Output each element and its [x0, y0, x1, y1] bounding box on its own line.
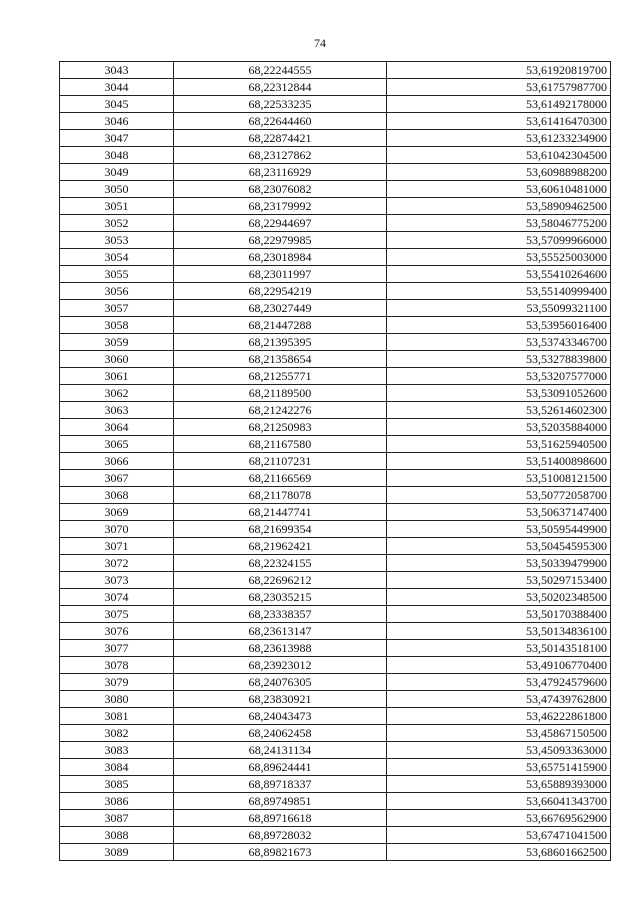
table-row: [60, 810, 611, 827]
x-coordinate-cell: 68,21166569: [174, 470, 387, 487]
x-coordinate-cell: 68,21358654: [174, 351, 387, 368]
x-coordinate-cell: 68,23035215: [174, 589, 387, 606]
table-row: [60, 300, 611, 317]
point-number-cell: 3045: [60, 96, 174, 113]
y-coordinate-cell: 53,58046775200: [387, 215, 611, 232]
x-coordinate-cell: 68,21189500: [174, 385, 387, 402]
x-coordinate-cell: 68,23027449: [174, 300, 387, 317]
x-coordinate-cell: 68,22644460: [174, 113, 387, 130]
y-coordinate-cell: 53,51008121500: [387, 470, 611, 487]
table-row: [60, 708, 611, 725]
x-coordinate-cell: 68,23923012: [174, 657, 387, 674]
x-coordinate-cell: 68,22244555: [174, 62, 387, 79]
y-coordinate-cell: 53,45867150500: [387, 725, 611, 742]
y-coordinate-cell: 53,53956016400: [387, 317, 611, 334]
point-number-cell: 3050: [60, 181, 174, 198]
table-row: [60, 402, 611, 419]
y-coordinate-cell: 53,55410264600: [387, 266, 611, 283]
x-coordinate-cell: 68,23338357: [174, 606, 387, 623]
table-row: [60, 453, 611, 470]
table-row: [60, 674, 611, 691]
point-number-cell: 3053: [60, 232, 174, 249]
y-coordinate-cell: 53,50170388400: [387, 606, 611, 623]
table-row: [60, 589, 611, 606]
y-coordinate-cell: 53,52035884000: [387, 419, 611, 436]
x-coordinate-cell: 68,89728032: [174, 827, 387, 844]
table-row: [60, 181, 611, 198]
table-row: [60, 436, 611, 453]
table-row: [60, 844, 611, 861]
point-number-cell: 3058: [60, 317, 174, 334]
y-coordinate-cell: 53,61920819700: [387, 62, 611, 79]
point-number-cell: 3060: [60, 351, 174, 368]
point-number-cell: 3062: [60, 385, 174, 402]
point-number-cell: 3074: [60, 589, 174, 606]
x-coordinate-cell: 68,89821673: [174, 844, 387, 861]
point-number-cell: 3072: [60, 555, 174, 572]
y-coordinate-cell: 53,61233234900: [387, 130, 611, 147]
y-coordinate-cell: 53,50297153400: [387, 572, 611, 589]
point-number-cell: 3064: [60, 419, 174, 436]
y-coordinate-cell: 53,66769562900: [387, 810, 611, 827]
point-number-cell: 3076: [60, 623, 174, 640]
x-coordinate-cell: 68,21242276: [174, 402, 387, 419]
y-coordinate-cell: 53,61757987700: [387, 79, 611, 96]
table-row: [60, 147, 611, 164]
x-coordinate-cell: 68,21447288: [174, 317, 387, 334]
y-coordinate-cell: 53,50143518100: [387, 640, 611, 657]
point-number-cell: 3077: [60, 640, 174, 657]
y-coordinate-cell: 53,60988988200: [387, 164, 611, 181]
table-row: [60, 793, 611, 810]
y-coordinate-cell: 53,50595449900: [387, 521, 611, 538]
point-number-cell: 3088: [60, 827, 174, 844]
table-row: [60, 113, 611, 130]
table-row: [60, 317, 611, 334]
x-coordinate-cell: 68,89718337: [174, 776, 387, 793]
x-coordinate-cell: 68,89624441: [174, 759, 387, 776]
table-row: [60, 538, 611, 555]
y-coordinate-cell: 53,61416470300: [387, 113, 611, 130]
y-coordinate-cell: 53,50202348500: [387, 589, 611, 606]
y-coordinate-cell: 53,66041343700: [387, 793, 611, 810]
x-coordinate-cell: 68,24131134: [174, 742, 387, 759]
y-coordinate-cell: 53,51625940500: [387, 436, 611, 453]
x-coordinate-cell: 68,21699354: [174, 521, 387, 538]
x-coordinate-cell: 68,21255771: [174, 368, 387, 385]
y-coordinate-cell: 53,55525003000: [387, 249, 611, 266]
y-coordinate-cell: 53,68601662500: [387, 844, 611, 861]
y-coordinate-cell: 53,55140999400: [387, 283, 611, 300]
x-coordinate-cell: 68,23018984: [174, 249, 387, 266]
y-coordinate-cell: 53,60610481000: [387, 181, 611, 198]
y-coordinate-cell: 53,55099321100: [387, 300, 611, 317]
table-row: [60, 130, 611, 147]
point-number-cell: 3083: [60, 742, 174, 759]
point-number-cell: 3080: [60, 691, 174, 708]
x-coordinate-cell: 68,22324155: [174, 555, 387, 572]
y-coordinate-cell: 53,47439762800: [387, 691, 611, 708]
point-number-cell: 3081: [60, 708, 174, 725]
point-number-cell: 3071: [60, 538, 174, 555]
x-coordinate-cell: 68,22874421: [174, 130, 387, 147]
table-row: [60, 623, 611, 640]
point-number-cell: 3068: [60, 487, 174, 504]
point-number-cell: 3046: [60, 113, 174, 130]
y-coordinate-cell: 53,49106770400: [387, 657, 611, 674]
x-coordinate-cell: 68,24062458: [174, 725, 387, 742]
y-coordinate-cell: 53,51400898600: [387, 453, 611, 470]
x-coordinate-cell: 68,24043473: [174, 708, 387, 725]
y-coordinate-cell: 53,61042304500: [387, 147, 611, 164]
table-row: [60, 725, 611, 742]
coordinates-table: [59, 61, 611, 861]
coordinates-table-body: [60, 62, 611, 861]
point-number-cell: 3044: [60, 79, 174, 96]
table-row: [60, 266, 611, 283]
table-row: [60, 759, 611, 776]
x-coordinate-cell: 68,21178078: [174, 487, 387, 504]
table-row: [60, 198, 611, 215]
x-coordinate-cell: 68,22944697: [174, 215, 387, 232]
x-coordinate-cell: 68,23076082: [174, 181, 387, 198]
point-number-cell: 3063: [60, 402, 174, 419]
y-coordinate-cell: 53,46222861800: [387, 708, 611, 725]
point-number-cell: 3066: [60, 453, 174, 470]
y-coordinate-cell: 53,50454595300: [387, 538, 611, 555]
y-coordinate-cell: 53,58909462500: [387, 198, 611, 215]
point-number-cell: 3061: [60, 368, 174, 385]
x-coordinate-cell: 68,24076305: [174, 674, 387, 691]
y-coordinate-cell: 53,50134836100: [387, 623, 611, 640]
table-row: [60, 249, 611, 266]
page-number: 74: [314, 36, 326, 50]
x-coordinate-cell: 68,22696212: [174, 572, 387, 589]
x-coordinate-cell: 68,23127862: [174, 147, 387, 164]
table-row: [60, 215, 611, 232]
table-row: [60, 827, 611, 844]
point-number-cell: 3079: [60, 674, 174, 691]
table-row: [60, 572, 611, 589]
table-row: [60, 742, 611, 759]
table-row: [60, 419, 611, 436]
x-coordinate-cell: 68,21447741: [174, 504, 387, 521]
y-coordinate-cell: 53,57099966000: [387, 232, 611, 249]
point-number-cell: 3067: [60, 470, 174, 487]
table-row: [60, 62, 611, 79]
x-coordinate-cell: 68,21167580: [174, 436, 387, 453]
y-coordinate-cell: 53,47924579600: [387, 674, 611, 691]
table-row: [60, 96, 611, 113]
x-coordinate-cell: 68,22312844: [174, 79, 387, 96]
x-coordinate-cell: 68,23179992: [174, 198, 387, 215]
point-number-cell: 3065: [60, 436, 174, 453]
y-coordinate-cell: 53,50772058700: [387, 487, 611, 504]
x-coordinate-cell: 68,21395395: [174, 334, 387, 351]
y-coordinate-cell: 53,50637147400: [387, 504, 611, 521]
point-number-cell: 3049: [60, 164, 174, 181]
table-row: [60, 776, 611, 793]
x-coordinate-cell: 68,23011997: [174, 266, 387, 283]
y-coordinate-cell: 53,65751415900: [387, 759, 611, 776]
table-row: [60, 640, 611, 657]
x-coordinate-cell: 68,22533235: [174, 96, 387, 113]
table-row: [60, 487, 611, 504]
table-row: [60, 368, 611, 385]
point-number-cell: 3087: [60, 810, 174, 827]
x-coordinate-cell: 68,21107231: [174, 453, 387, 470]
point-number-cell: 3075: [60, 606, 174, 623]
table-row: [60, 691, 611, 708]
point-number-cell: 3057: [60, 300, 174, 317]
y-coordinate-cell: 53,67471041500: [387, 827, 611, 844]
point-number-cell: 3051: [60, 198, 174, 215]
x-coordinate-cell: 68,23613988: [174, 640, 387, 657]
point-number-cell: 3055: [60, 266, 174, 283]
table-row: [60, 232, 611, 249]
table-row: [60, 470, 611, 487]
x-coordinate-cell: 68,22979985: [174, 232, 387, 249]
y-coordinate-cell: 53,52614602300: [387, 402, 611, 419]
table-row: [60, 351, 611, 368]
point-number-cell: 3052: [60, 215, 174, 232]
table-row: [60, 164, 611, 181]
point-number-cell: 3086: [60, 793, 174, 810]
x-coordinate-cell: 68,22954219: [174, 283, 387, 300]
point-number-cell: 3089: [60, 844, 174, 861]
table-row: [60, 283, 611, 300]
table-row: [60, 657, 611, 674]
x-coordinate-cell: 68,23613147: [174, 623, 387, 640]
point-number-cell: 3070: [60, 521, 174, 538]
x-coordinate-cell: 68,23830921: [174, 691, 387, 708]
y-coordinate-cell: 53,53743346700: [387, 334, 611, 351]
table-row: [60, 521, 611, 538]
point-number-cell: 3047: [60, 130, 174, 147]
point-number-cell: 3084: [60, 759, 174, 776]
point-number-cell: 3073: [60, 572, 174, 589]
x-coordinate-cell: 68,21962421: [174, 538, 387, 555]
y-coordinate-cell: 53,53207577000: [387, 368, 611, 385]
table-row: [60, 504, 611, 521]
point-number-cell: 3078: [60, 657, 174, 674]
y-coordinate-cell: 53,45093363000: [387, 742, 611, 759]
table-row: [60, 385, 611, 402]
point-number-cell: 3043: [60, 62, 174, 79]
y-coordinate-cell: 53,53091052600: [387, 385, 611, 402]
point-number-cell: 3048: [60, 147, 174, 164]
table-row: [60, 606, 611, 623]
table-row: [60, 334, 611, 351]
x-coordinate-cell: 68,21250983: [174, 419, 387, 436]
point-number-cell: 3085: [60, 776, 174, 793]
y-coordinate-cell: 53,50339479900: [387, 555, 611, 572]
point-number-cell: 3056: [60, 283, 174, 300]
y-coordinate-cell: 53,61492178000: [387, 96, 611, 113]
table-row: [60, 555, 611, 572]
point-number-cell: 3069: [60, 504, 174, 521]
point-number-cell: 3082: [60, 725, 174, 742]
table-row: [60, 79, 611, 96]
x-coordinate-cell: 68,89716618: [174, 810, 387, 827]
point-number-cell: 3054: [60, 249, 174, 266]
point-number-cell: 3059: [60, 334, 174, 351]
x-coordinate-cell: 68,23116929: [174, 164, 387, 181]
y-coordinate-cell: 53,53278839800: [387, 351, 611, 368]
x-coordinate-cell: 68,89749851: [174, 793, 387, 810]
y-coordinate-cell: 53,65889393000: [387, 776, 611, 793]
